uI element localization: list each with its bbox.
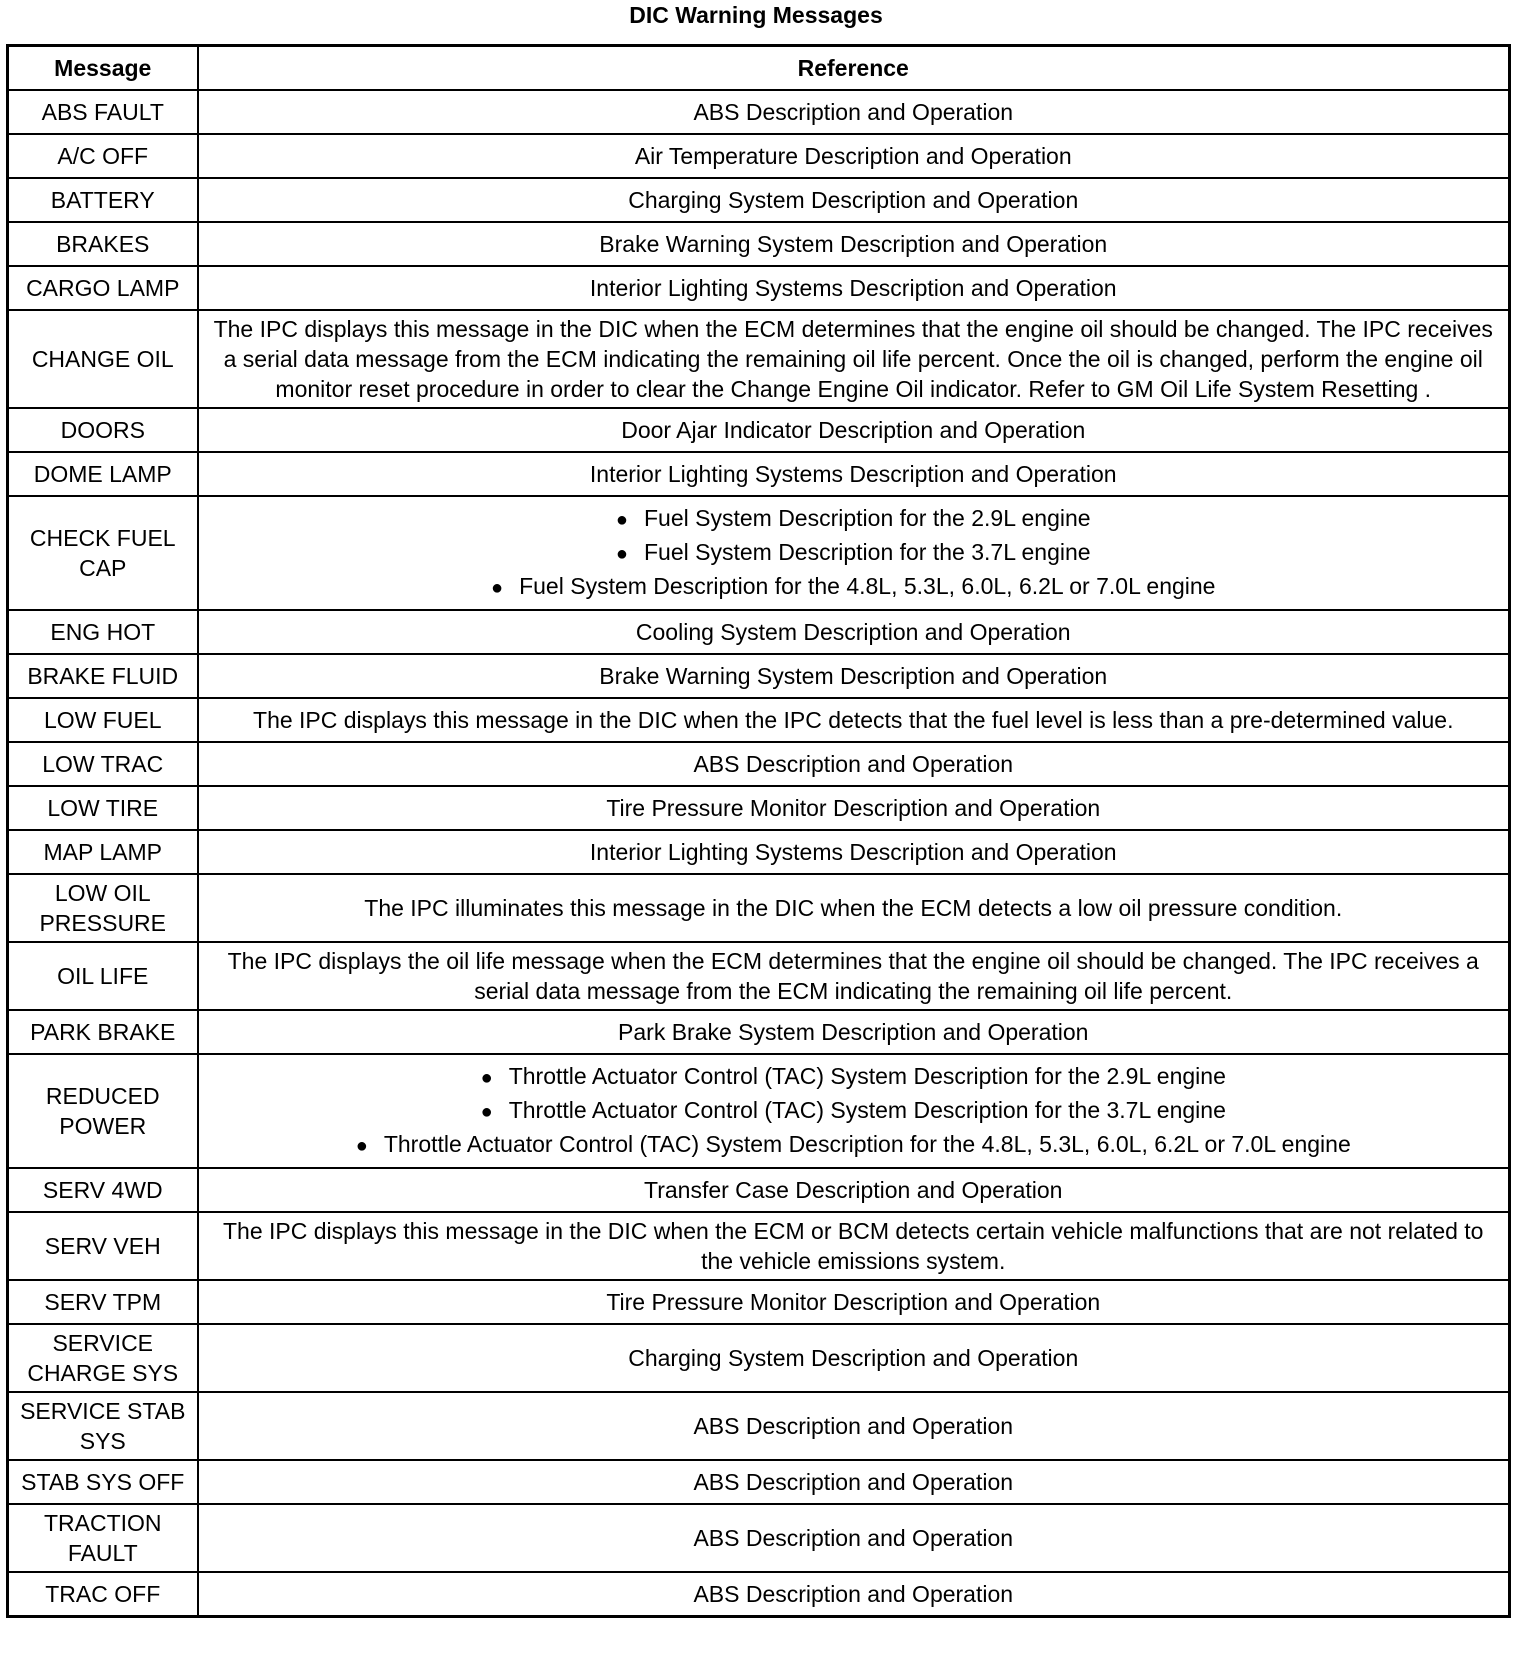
message-cell: BRAKE FLUID xyxy=(8,654,198,698)
message-cell: BRAKES xyxy=(8,222,198,266)
table-row xyxy=(8,1392,1510,1460)
table-row xyxy=(8,222,1510,266)
reference-cell: The IPC displays this message in the DIC when the ECM or BCM detects certain vehicle malfunctions that are not related to the vehicle emissions system. xyxy=(198,1212,1510,1280)
table-row xyxy=(8,134,1510,178)
table-row xyxy=(8,1212,1510,1280)
reference-cell: Brake Warning System Description and Operation xyxy=(198,654,1510,698)
reference-cell: The IPC displays the oil life message when the ECM determines that the engine oil should be changed. The IPC receives a serial data message from the ECM indicating the remaining oil life percent. xyxy=(198,942,1510,1010)
table-row xyxy=(8,874,1510,942)
table-row xyxy=(8,452,1510,496)
table-title: DIC Warning Messages xyxy=(629,2,883,28)
reference-bullet-list xyxy=(205,500,1503,606)
table-row xyxy=(8,942,1510,1010)
message-column-header: Message xyxy=(8,46,198,91)
reference-cell: The IPC displays this message in the DIC when the ECM determines that the engine oil should be changed. The IPC receives a serial data message from the ECM indicating the remaining oil life percent. Once the oil is changed, perform the engine oil monitor reset procedure in order to clear the Change Engine Oil indicator. Refer to GM Oil Life System Resetting . xyxy=(198,310,1510,408)
table-row xyxy=(8,310,1510,408)
table-row xyxy=(8,698,1510,742)
reference-cell: ABS Description and Operation xyxy=(198,742,1510,786)
message-cell: OIL LIFE xyxy=(8,942,198,1010)
reference-cell: ABS Description and Operation xyxy=(198,90,1510,134)
table-row xyxy=(8,786,1510,830)
table-row xyxy=(8,1280,1510,1324)
table-row xyxy=(8,1460,1510,1504)
table-row xyxy=(8,1504,1510,1572)
message-cell: CARGO LAMP xyxy=(8,266,198,310)
table-row xyxy=(8,1572,1510,1617)
reference-cell: The IPC displays this message in the DIC when the IPC detects that the fuel level is less than a pre-determined value. xyxy=(198,698,1510,742)
message-cell: SERVICE CHARGE SYS xyxy=(8,1324,198,1392)
message-cell: STAB SYS OFF xyxy=(8,1460,198,1504)
table-row xyxy=(8,742,1510,786)
message-cell: LOW OIL PRESSURE xyxy=(8,874,198,942)
reference-cell: Cooling System Description and Operation xyxy=(198,610,1510,654)
reference-cell: Charging System Description and Operation xyxy=(198,1324,1510,1392)
dic-warning-table xyxy=(6,44,1511,1618)
reference-column-header: Reference xyxy=(198,46,1510,91)
table-header-row xyxy=(8,46,1510,91)
message-cell: CHANGE OIL xyxy=(8,310,198,408)
reference-cell: Interior Lighting Systems Description and Operation xyxy=(198,830,1510,874)
reference-bullet-item: ● Throttle Actuator Control (TAC) System Description for the 3.7L engine xyxy=(205,1094,1503,1128)
message-cell: CHECK FUEL CAP xyxy=(8,496,198,610)
message-cell: LOW TIRE xyxy=(8,786,198,830)
table-row xyxy=(8,408,1510,452)
reference-bullet-list xyxy=(205,1058,1503,1164)
table-row xyxy=(8,1054,1510,1168)
message-cell: MAP LAMP xyxy=(8,830,198,874)
message-cell: PARK BRAKE xyxy=(8,1010,198,1054)
table-row xyxy=(8,610,1510,654)
message-cell: SERV TPM xyxy=(8,1280,198,1324)
reference-cell: Interior Lighting Systems Description and Operation xyxy=(198,452,1510,496)
message-cell: TRAC OFF xyxy=(8,1572,198,1617)
reference-bullet-item: ● Fuel System Description for the 2.9L engine xyxy=(205,502,1503,536)
message-cell: SERV VEH xyxy=(8,1212,198,1280)
message-cell: LOW TRAC xyxy=(8,742,198,786)
table-row xyxy=(8,178,1510,222)
reference-cell: Door Ajar Indicator Description and Operation xyxy=(198,408,1510,452)
message-cell: DOME LAMP xyxy=(8,452,198,496)
message-cell: SERVICE STAB SYS xyxy=(8,1392,198,1460)
message-cell: REDUCED POWER xyxy=(8,1054,198,1168)
table-row xyxy=(8,1010,1510,1054)
reference-cell xyxy=(198,496,1510,610)
reference-cell: Tire Pressure Monitor Description and Operation xyxy=(198,786,1510,830)
reference-cell xyxy=(198,1054,1510,1168)
table-row xyxy=(8,90,1510,134)
table-row xyxy=(8,496,1510,610)
table-row xyxy=(8,1324,1510,1392)
table-row xyxy=(8,830,1510,874)
message-cell: SERV 4WD xyxy=(8,1168,198,1212)
message-cell: TRACTION FAULT xyxy=(8,1504,198,1572)
reference-cell: ABS Description and Operation xyxy=(198,1460,1510,1504)
reference-cell: Interior Lighting Systems Description and Operation xyxy=(198,266,1510,310)
message-cell: A/C OFF xyxy=(8,134,198,178)
message-cell: LOW FUEL xyxy=(8,698,198,742)
reference-cell: Tire Pressure Monitor Description and Operation xyxy=(198,1280,1510,1324)
reference-cell: ABS Description and Operation xyxy=(198,1572,1510,1617)
reference-bullet-item: ● Fuel System Description for the 3.7L engine xyxy=(205,536,1503,570)
table-row xyxy=(8,654,1510,698)
message-cell: ENG HOT xyxy=(8,610,198,654)
reference-cell: Park Brake System Description and Operation xyxy=(198,1010,1510,1054)
reference-cell: ABS Description and Operation xyxy=(198,1392,1510,1460)
reference-bullet-item: ● Throttle Actuator Control (TAC) System Description for the 4.8L, 5.3L, 6.0L, 6.2L or 7.0L engine xyxy=(205,1128,1503,1162)
reference-cell: ABS Description and Operation xyxy=(198,1504,1510,1572)
reference-cell: Brake Warning System Description and Operation xyxy=(198,222,1510,266)
message-cell: DOORS xyxy=(8,408,198,452)
table-row xyxy=(8,266,1510,310)
table-row xyxy=(8,1168,1510,1212)
reference-cell: The IPC illuminates this message in the DIC when the ECM detects a low oil pressure condition. xyxy=(198,874,1510,942)
reference-cell: Transfer Case Description and Operation xyxy=(198,1168,1510,1212)
reference-cell: Air Temperature Description and Operation xyxy=(198,134,1510,178)
table-body xyxy=(8,90,1510,1617)
reference-bullet-item: ● Fuel System Description for the 4.8L, 5.3L, 6.0L, 6.2L or 7.0L engine xyxy=(205,570,1503,604)
message-cell: BATTERY xyxy=(8,178,198,222)
reference-cell: Charging System Description and Operation xyxy=(198,178,1510,222)
reference-bullet-item: ● Throttle Actuator Control (TAC) System Description for the 2.9L engine xyxy=(205,1060,1503,1094)
message-cell: ABS FAULT xyxy=(8,90,198,134)
